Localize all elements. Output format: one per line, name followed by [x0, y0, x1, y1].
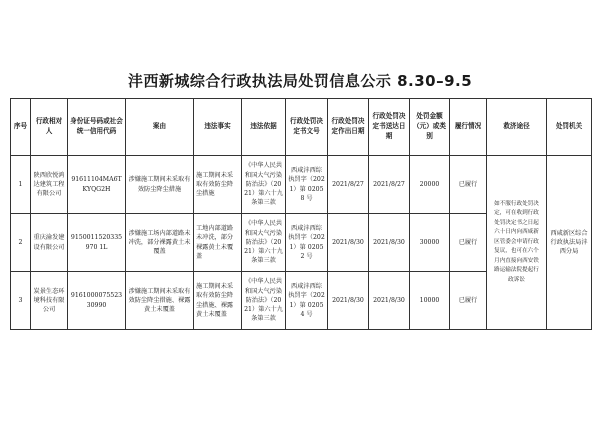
cell-party: 炭景生态环境科技有限公司 — [31, 272, 68, 330]
cell-delivery-date: 2021/8/30 — [369, 214, 410, 272]
cell-no: 2 — [11, 214, 31, 272]
cell-decision-date: 2021/8/30 — [328, 272, 369, 330]
header-delivery-date: 行政处罚决定书送达日期 — [369, 99, 410, 156]
cell-amount: 10000 — [410, 272, 450, 330]
header-cause: 案由 — [126, 99, 194, 156]
cell-basis: 《中华人民共和国大气污染防治法》（2021）第六十九条第三款 — [242, 156, 286, 214]
cell-code: 91611104MA6TKYQG2H — [68, 156, 126, 214]
page-title: 沣西新城综合行政执法局处罚信息公示 8.30–9.5 — [127, 72, 473, 90]
cell-status: 已履行 — [450, 214, 487, 272]
cell-code: 9161000075523 30990 — [68, 272, 126, 330]
header-amount: 处罚金额（元）或类别 — [410, 99, 450, 156]
cell-delivery-date: 2021/8/30 — [369, 272, 410, 330]
cell-doc-no: 西咸沣西综执罚字（2021）第 02052 号 — [286, 214, 328, 272]
cell-basis: 《中华人民共和国大气污染防治法》（2021）第六十九条第三款 — [242, 214, 286, 272]
cell-doc-no: 西咸沣西综执罚字（2021）第 02058 号 — [286, 156, 328, 214]
cell-fact: 工地内部道路未冲洗，部分裸露黄土未覆盖 — [194, 214, 242, 272]
header-authority: 处罚机关 — [547, 99, 592, 156]
cell-basis: 《中华人民共和国大气污染防治法》（2021）第六十九条第三款 — [242, 272, 286, 330]
header-remedy: 救济途径 — [487, 99, 547, 156]
cell-cause: 涉嫌施工场内部道路未冲洗，部分裸露黄土未覆盖 — [126, 214, 194, 272]
header-code: 身份证号码或社会统一信用代码 — [68, 99, 126, 156]
header-fact: 违法事实 — [194, 99, 242, 156]
cell-party: 陕西欣悦鸿达建筑工程有限公司 — [31, 156, 68, 214]
cell-remedy: 如不服行政处罚决定，可在收到行政处罚决定书之日起六十日内向西咸新区管委会申请行政复议，也可在六个月内直接向西安铁路运输法院提起行政诉讼 — [487, 156, 547, 330]
cell-no: 1 — [11, 156, 31, 214]
cell-delivery-date: 2021/8/27 — [369, 156, 410, 214]
cell-amount: 20000 — [410, 156, 450, 214]
cell-fact: 施工期间未采取有效防尘降尘措施、裸露黄土未覆盖 — [194, 272, 242, 330]
cell-party: 重庆渝发建设有限公司 — [31, 214, 68, 272]
table-row — [11, 156, 592, 214]
cell-amount: 30000 — [410, 214, 450, 272]
header-doc-no: 行政处罚决定书文号 — [286, 99, 328, 156]
penalty-table — [10, 98, 592, 330]
cell-fact: 施工期间未采取有效防尘降尘措施 — [194, 156, 242, 214]
cell-cause: 涉嫌施工期间未采取有效防尘降尘措施 — [126, 156, 194, 214]
header-basis: 违法依据 — [242, 99, 286, 156]
cell-no: 3 — [11, 272, 31, 330]
cell-authority: 西咸新区综合行政执法局沣西分局 — [547, 156, 592, 330]
cell-decision-date: 2021/8/27 — [328, 156, 369, 214]
cell-decision-date: 2021/8/30 — [328, 214, 369, 272]
cell-cause: 涉嫌施工期间未采取有效防尘降尘措施、裸露黄土未覆盖 — [126, 272, 194, 330]
cell-status: 已履行 — [450, 156, 487, 214]
cell-doc-no: 西咸沣西综执罚字（2021）第 02054 号 — [286, 272, 328, 330]
cell-status: 已履行 — [450, 272, 487, 330]
table-header-row — [11, 99, 592, 156]
header-decision-date: 行政处罚决定作出日期 — [328, 99, 369, 156]
header-no: 序号 — [11, 99, 31, 156]
header-status: 履行情况 — [450, 99, 487, 156]
cell-code: 9150011520335970 1L — [68, 214, 126, 272]
header-party: 行政相对人 — [31, 99, 68, 156]
